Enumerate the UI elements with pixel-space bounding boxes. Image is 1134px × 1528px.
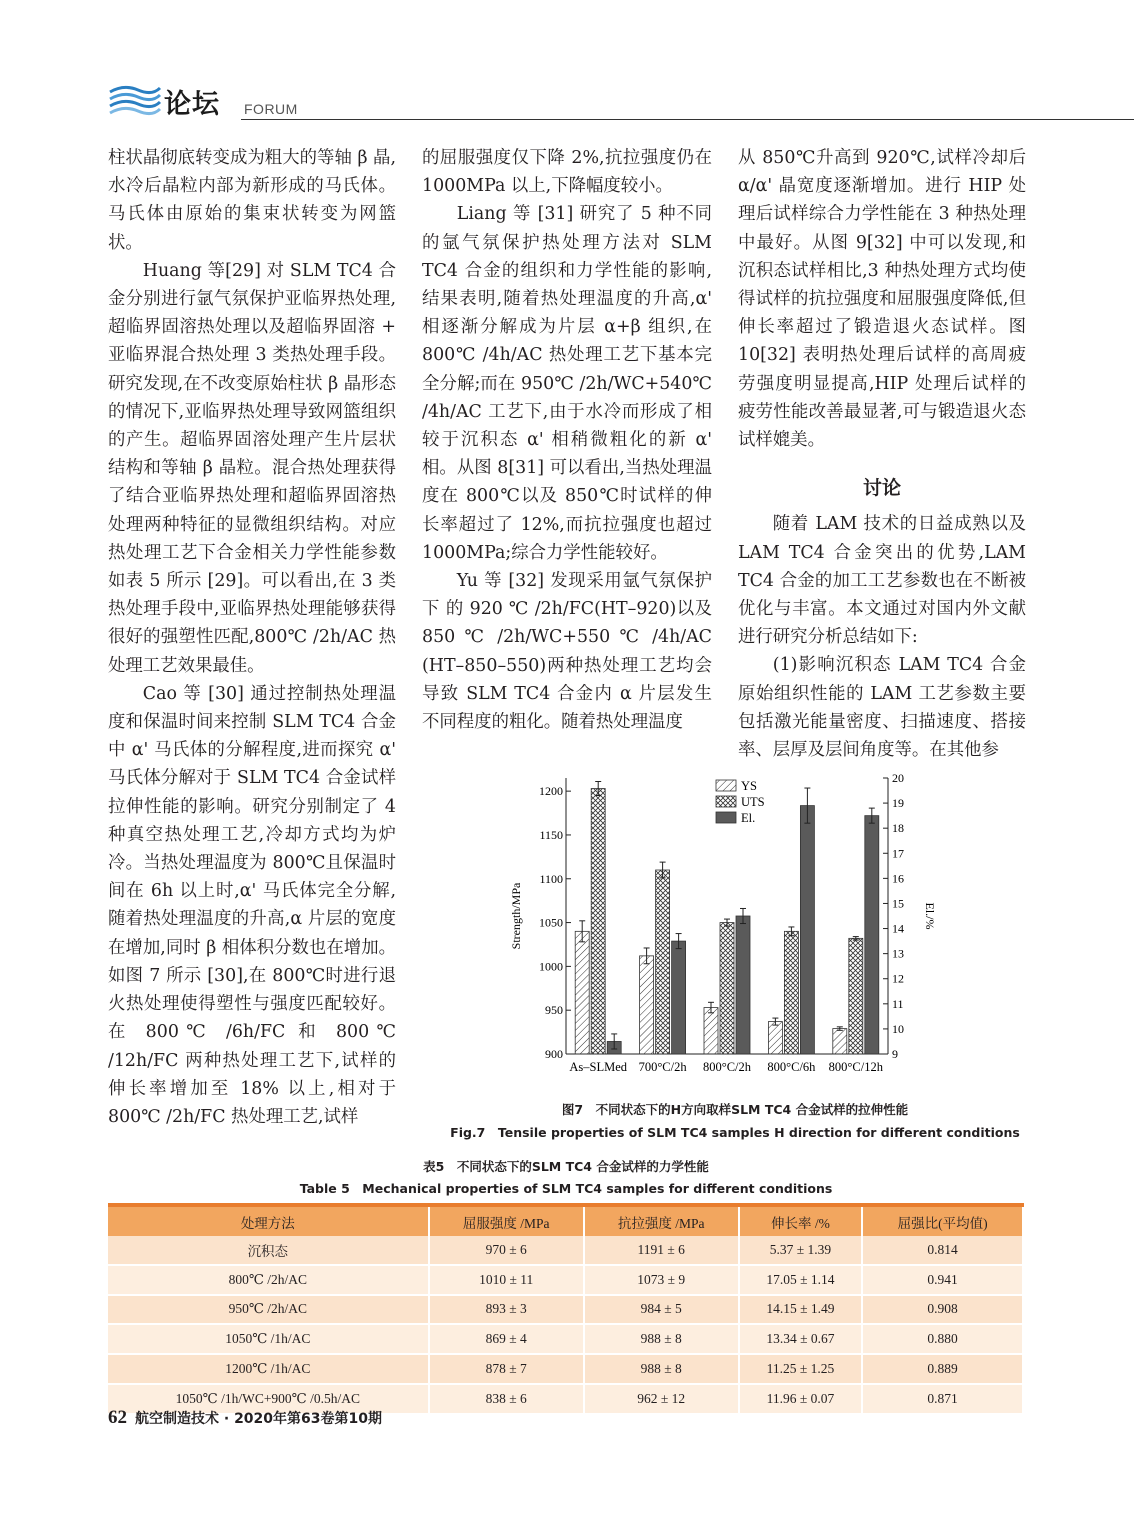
table-cell: 14.15 ± 1.49 [739,1295,862,1325]
table-cell: 1050℃ /1h/AC [108,1324,429,1354]
table-cell: 988 ± 8 [584,1324,739,1354]
table-cell: 962 ± 12 [584,1384,739,1414]
text-column-2 [422,144,712,736]
bar-uts [656,870,670,1054]
header-rule [241,119,1134,120]
text-column-1 [108,144,396,1131]
table-header-cell: 屈强比(平均值) [862,1205,1023,1236]
bar-ys [768,1022,782,1054]
figure-caption-en: Fig.7 Tensile properties of SLM TC4 samples H direction for different conditions [450,1125,1020,1140]
left-tick-label: 1100 [539,871,563,886]
table-cell: 0.880 [862,1324,1023,1354]
paragraph: Huang 等[29] 对 SLM TC4 合金分别进行氩气氛保护亚临界热处理,超临界固溶热处理以及超临界固溶 + 亚临界混合热处理 3 类热处理手段。研究发现,在不改变原始柱状 β 晶形态的情况下,亚临界热处理导致网篮组织的产生。超临界固溶处理产生片层状结构和等轴 β 晶粒。混合热处理获得了结合亚临界热处理和超临界固溶热处理两种特征的显微组织结构。对应热处理工艺下合金相关力学性能参数如表 5 所示 [29]。可以看出,在 3 类热处理手段中,亚临界热处理能够获得很好的强塑性匹配,800℃ /2h/AC 热处理工艺效果最佳。 [108,260,396,676]
table-caption-en: Table 5 Mechanical properties of SLM TC4 samples for different conditions [299,1181,833,1196]
table-cell: 893 ± 3 [429,1295,584,1325]
table-row [108,1295,1023,1325]
table-cell: 970 ± 6 [429,1236,584,1265]
table-row [108,1236,1023,1265]
right-tick-label: 20 [892,771,904,785]
bar-uts [849,938,863,1054]
table-cell: 5.37 ± 1.39 [739,1236,862,1265]
table-cell: 沉积态 [108,1236,429,1265]
paragraph: (1)影响沉积态 LAM TC4 合金原始组织性能的 LAM 工艺参数主要包括激光能量密度、扫描速度、搭接率、层厚及层间角度等。在其他参 [738,655,1026,761]
table-header-row [108,1205,1023,1236]
left-tick-label: 950 [545,1003,563,1018]
y-axis-right-label: El./% [923,902,937,930]
table-cell: 0.941 [862,1265,1023,1295]
table-cell: 1050℃ /1h/WC+900℃ /0.5h/AC [108,1384,429,1414]
section-heading: 讨论 [862,477,901,500]
table-cell: 984 ± 5 [584,1295,739,1325]
table-cell: 869 ± 4 [429,1324,584,1354]
section-subtitle: FORUM [244,101,298,117]
waves-logo-icon [108,84,162,118]
left-tick-label: 1150 [539,827,563,842]
bar-uts [591,789,605,1054]
right-tick-label: 10 [892,1021,904,1036]
legend-swatch [716,796,736,807]
x-tick-label: 800°C/6h [767,1060,816,1074]
paragraph: Liang 等 [31] 研究了 5 种不同的氩气氛保护热处理方法对 SLM TC4 合金的组织和力学性能的影响,结果表明,随着热处理温度的升高,α' 相逐渐分解成为片层 α+β 组织,在 800℃ /4h/AC 热处理工艺下基本完全分解;而在 950℃ /2h/WC+540℃ /4h/AC 工艺下,由于水冷而形成了相较于沉积态 α' 相稍微粗化的新 α' 相。从图 8[31] 可以看出,当热处理温度在 800℃以及 850℃时试样的伸长率超过了 12%,而抗拉强度也超过 1000MPa;综合力学性能较好。 [422,204,712,563]
table-row [108,1324,1023,1354]
right-tick-label: 15 [892,896,904,911]
right-tick-label: 19 [892,796,904,811]
x-tick-label: 700°C/2h [638,1060,687,1074]
journal-info: 航空制造技术 · 2020年第63卷第10期 [135,1411,382,1427]
right-tick-label: 12 [892,971,904,986]
table-cell: 878 ± 7 [429,1354,584,1384]
bar-ys [575,931,589,1054]
legend-swatch [716,780,736,791]
left-tick-label: 1000 [539,959,563,974]
table-cell: 1191 ± 6 [584,1236,739,1265]
figure-caption-cn: 图7 不同状态下的H方向取样SLM TC4 合金试样的拉伸性能 [561,1102,909,1117]
paragraph: Cao 等 [30] 通过控制热处理温度和保温时间来控制 SLM TC4 合金中 α' 马氏体的分解程度,进而探究 α' 马氏体分解对于 SLM TC4 合金试样拉伸性能的影响。研究分别制定了 4 种真空热处理工艺,冷却方式均为炉冷。当热处理温度为 800℃且保温时间在 6h 以上时,α' 马氏体完全分解,随着热处理温度的升高,α 片层的宽度在增加,同时 β 相体积分数也在增加。如图 7 所示 [30],在 800℃时进行退火热处理使得塑性与强度匹配较好。在 800℃ /6h/FC 和 800℃ /12h/FC 两种热处理工艺下,试样的伸长率增加至 18% 以上,相对于 800℃ /2h/FC 热处理工艺,试样 [108,683,396,1127]
table-caption-cn: 表5 不同状态下的SLM TC4 合金试样的力学性能 [423,1159,709,1174]
paragraph: 随着 LAM 技术的日益成熟以及 LAM TC4 合金突出的优势,LAM TC4 合金的加工工艺参数也在不断被优化与丰富。本文通过对国内外文献进行研究分析总结如下: [738,514,1026,648]
right-tick-label: 18 [892,821,904,836]
table-header-cell: 抗拉强度 /MPa [584,1205,739,1236]
bar-el [736,916,750,1054]
paragraph: Yu 等 [32] 发现采用氩气氛保护下 的 920 ℃ /2h/FC(HT–920)以及 850 ℃ /2h/WC+550 ℃ /4h/AC (HT–850–550)两种热处理工艺均会导致 SLM TC4 合金内 α 片层发生不同程度的粗化。随着热处理温度 [422,571,712,733]
left-tick-label: 900 [545,1047,563,1061]
legend-label: El. [741,811,756,825]
tensile-bar-chart [498,768,937,1084]
bar-ys [704,1008,718,1054]
x-tick-label: 800°C/12h [828,1060,883,1074]
table-cell: 988 ± 8 [584,1354,739,1384]
table-header-cell: 伸长率 /% [739,1205,862,1236]
paragraph: 的屈服强度仅下降 2%,抗拉强度仍在 1000MPa 以上,下降幅度较小。 [422,148,712,197]
bar-el [800,806,814,1054]
x-tick-label: 800°C/2h [702,1060,752,1074]
table-cell: 800℃ /2h/AC [108,1265,429,1295]
left-tick-label: 1200 [539,784,563,799]
paragraph: 柱状晶彻底转变成为粗大的等轴 β 晶,水冷后晶粒内部为新形成的马氏体。马氏体由原始的集束状转变为网篮状。 [108,148,396,253]
table-cell: 1073 ± 9 [584,1265,739,1295]
legend-swatch [716,812,736,823]
bar-uts [784,931,798,1054]
legend-label: UTS [741,795,765,809]
table-cell: 11.96 ± 0.07 [739,1384,862,1414]
right-tick-label: 17 [892,846,904,861]
legend-label: YS [741,779,757,793]
bar-ys [833,1029,847,1054]
text-column-3 [738,144,1026,764]
table-cell: 838 ± 6 [429,1384,584,1414]
right-tick-label: 14 [892,921,904,936]
table-row [108,1265,1023,1295]
page-number: 62 [108,1407,127,1428]
bar-el [672,941,686,1054]
paragraph: 从 850℃升高到 920℃,试样冷却后 α/α' 晶宽度逐渐增加。进行 HIP 处理后试样综合力学性能在 3 种热处理中最好。从图 9[32] 中可以发现,和沉积态试样相比,3 种热处理方式均使得试样的抗拉强度和屈服强度降低,但伸长率超过了锻造退火态试样。图 10[32] 表明热处理后试样的高周疲劳强度明显提高,HIP 处理后试样的疲劳性能改善最显著,可与锻造退火态试样媲美。 [738,148,1026,451]
table-cell: 0.814 [862,1236,1023,1265]
table-row [108,1354,1023,1384]
table-cell: 0.908 [862,1295,1023,1325]
table-cell: 0.889 [862,1354,1023,1384]
table-cell: 1200℃ /1h/AC [108,1354,429,1384]
table-cell: 0.871 [862,1384,1023,1414]
bar-uts [720,923,734,1054]
right-tick-label: 13 [892,946,904,961]
table-cell: 950℃ /2h/AC [108,1295,429,1325]
y-axis-label: Strength/MPa [509,882,523,950]
right-tick-label: 11 [892,996,904,1011]
table-cell: 17.05 ± 1.14 [739,1265,862,1295]
bar-el [865,816,879,1054]
page-header [108,78,1134,128]
table-cell: 11.25 ± 1.25 [739,1354,862,1384]
table-cell: 1010 ± 11 [429,1265,584,1295]
x-tick-label: As–SLMed [569,1060,628,1074]
right-tick-label: 9 [892,1047,898,1061]
table-header-cell: 处理方法 [108,1205,429,1236]
table-cell: 13.34 ± 0.67 [739,1324,862,1354]
left-tick-label: 1050 [539,915,563,930]
section-title: 论坛 [164,89,220,120]
right-tick-label: 16 [892,871,904,886]
table-header-cell: 屈服强度 /MPa [429,1205,584,1236]
mechanical-properties-table [108,1203,1024,1415]
page-footer [108,1407,382,1429]
bar-ys [640,956,654,1054]
